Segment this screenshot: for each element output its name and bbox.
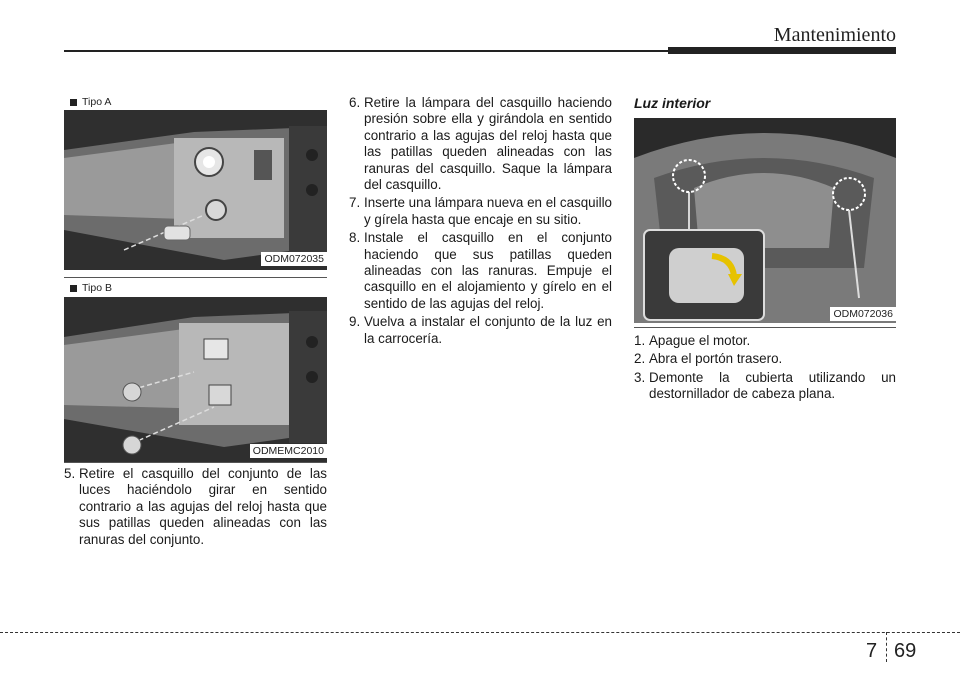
step-number: 3. [634, 369, 646, 385]
figure-rule-b [64, 462, 327, 463]
step-item [349, 95, 612, 193]
column-3-steps [634, 333, 896, 405]
step-number: 7. [349, 195, 361, 211]
chapter-number: 7 [866, 640, 878, 662]
section-heading: Luz interior [634, 95, 711, 111]
figure-image-a [64, 110, 327, 270]
step-item [349, 314, 612, 347]
header-rule-thick [668, 47, 896, 54]
tailgate-interior-light-illustration [634, 118, 896, 323]
step-text: Abra el portón trasero. [649, 351, 783, 367]
footer-separator [886, 632, 887, 662]
column-1-steps [64, 466, 327, 550]
headlamp-type-a-illustration [64, 110, 327, 270]
step-text: Apague el motor. [649, 333, 751, 348]
step-text: Demonte la cubierta utilizando un destornillador de cabeza plana. [649, 369, 896, 402]
figure-label-b [70, 282, 112, 294]
header-rule [64, 50, 672, 52]
step-text: Instale el casquillo en el conjunto haciendo que sus patillas queden alineadas con las ranuras. Empuje el casquillo en el alojamiento y gírelo en el sentido de las agujas del reloj. [364, 230, 612, 311]
square-bullet-icon [70, 285, 77, 292]
figure-rule-a [64, 277, 327, 278]
figure-label-a [70, 96, 111, 108]
step-item [634, 351, 896, 367]
step-number: 5. [64, 466, 76, 481]
figure-label-b-text: Tipo B [82, 282, 112, 294]
step-item [634, 370, 896, 403]
step-item [634, 333, 896, 349]
figure-code-a: ODM072035 [261, 252, 327, 266]
step-text: Retire el casquillo del conjunto de las luces haciéndolo girar en sentido contrario a las agujas del reloj hasta que sus patillas queden alineadas con las ranuras del conjunto. [79, 466, 327, 547]
figure-label-a-text: Tipo A [82, 96, 112, 108]
step-number: 1. [634, 333, 646, 348]
figure-code-b: ODMEMC2010 [250, 444, 327, 458]
figure-rule-c [634, 327, 896, 328]
figure-image-c [634, 118, 896, 323]
headlamp-type-b-illustration [64, 297, 327, 462]
figure-image-b [64, 297, 327, 462]
step-number: 2. [634, 351, 646, 367]
step-item [64, 466, 327, 548]
step-text: Inserte una lámpara nueva en el casquillo y gírela hasta que encaje en su sitio. [364, 195, 612, 227]
section-title: Mantenimiento [773, 24, 896, 46]
step-number: 9. [349, 314, 361, 330]
footer-dashed-rule [0, 632, 960, 633]
step-text: Vuelva a instalar el conjunto de la luz en la carrocería. [364, 314, 612, 346]
column-2-steps [349, 95, 612, 349]
step-number: 6. [349, 95, 361, 110]
step-text: Retire la lámpara del casquillo haciendo presión sobre ella y girándola en sentido contrario a las agujas del reloj hasta que las patillas queden alineadas con las ranuras del casquillo. Saque la lámpara del casquillo. [364, 95, 612, 193]
figure-code-c: ODM072036 [830, 307, 896, 321]
step-number: 8. [349, 230, 361, 246]
step-item [349, 195, 612, 228]
square-bullet-icon [70, 99, 77, 106]
step-item [349, 230, 612, 312]
page-number: 69 [894, 640, 917, 662]
